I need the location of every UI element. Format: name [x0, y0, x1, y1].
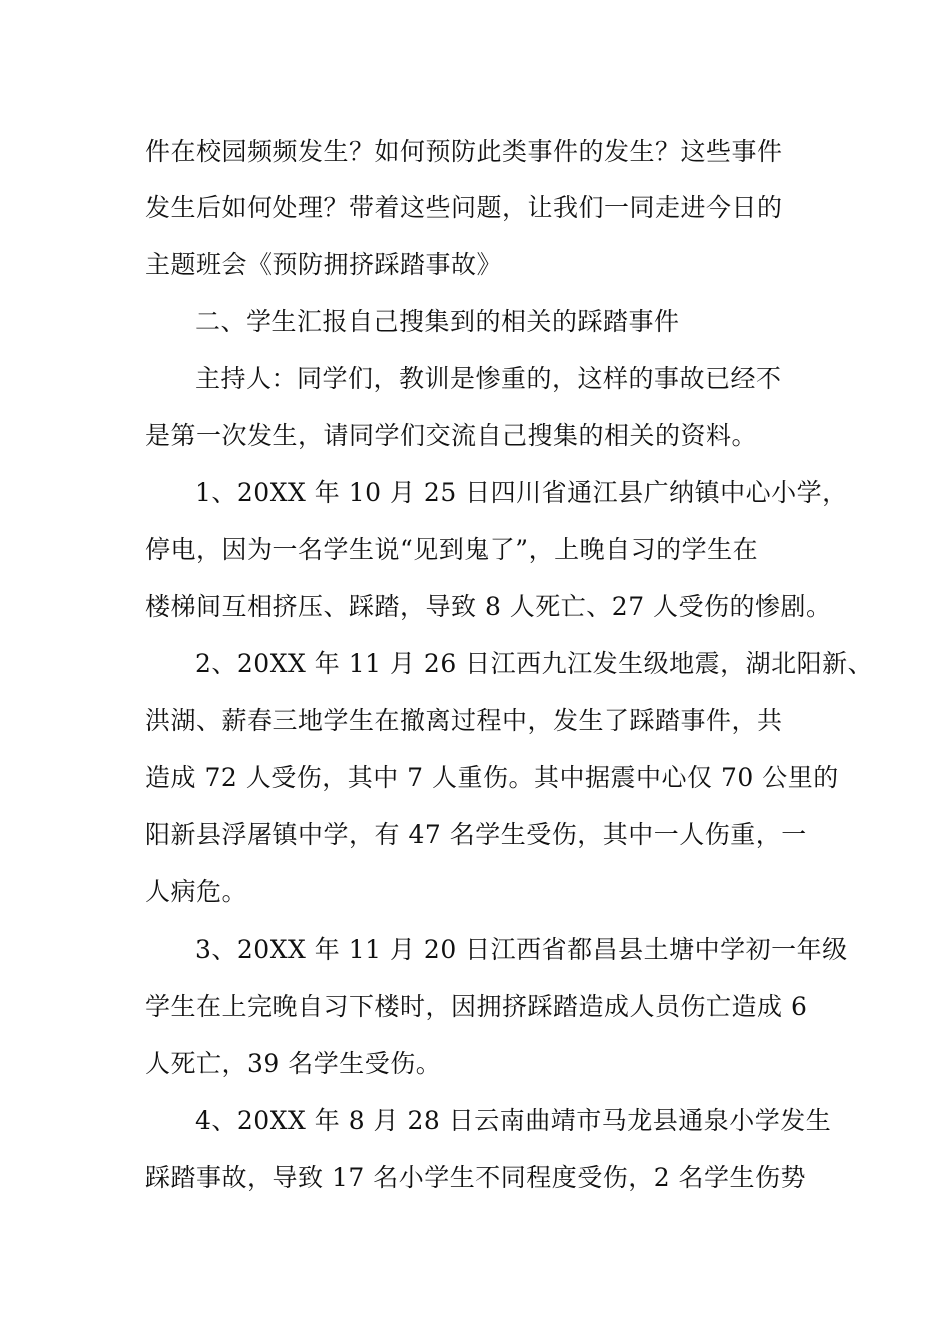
text-line: 停电，因为一名学生说“见到鬼了”，上晚自习的学生在 [145, 535, 759, 564]
text-line: 楼梯间互相挤压、踩踏，导致 8 人死亡、27 人受伤的惨剧。 [145, 592, 832, 621]
text-line: 造成 72 人受伤，其中 7 人重伤。其中据震中心仅 70 公里的 [145, 763, 839, 792]
text-line: 件在校园频频发生？如何预防此类事件的发生？这些事件 [145, 137, 783, 166]
text-line: 发生后如何处理？带着这些问题，让我们一同走进今日的 [145, 193, 783, 222]
text-line: 主题班会《预防拥挤踩踏事故》 [145, 250, 503, 279]
section-heading: 二、学生汇报自己搜集到的相关的踩踏事件 [195, 307, 680, 336]
text-line: 人病危。 [145, 877, 248, 906]
text-line: 是第一次发生，请同学们交流自己搜集的相关的资料。 [145, 421, 758, 450]
text-line: 踩踏事故，导致 17 名小学生不同程度受伤，2 名学生伤势 [145, 1163, 807, 1192]
text-line: 学生在上完晚自习下楼时，因拥挤踩踏造成人员伤亡造成 6 [145, 992, 808, 1021]
list-item-3: 3、20XX 年 11 月 20 日江西省都昌县土塘中学初一年级 [195, 935, 848, 964]
text-line: 人死亡，39 名学生受伤。 [145, 1049, 442, 1078]
text-line: 洪湖、薪春三地学生在撤离过程中，发生了踩踏事件，共 [145, 706, 783, 735]
text-line: 阳新县浮屠镇中学，有 47 名学生受伤，其中一人伤重，一 [145, 820, 807, 849]
text-line: 主持人：同学们，教训是惨重的，这样的事故已经不 [195, 364, 782, 393]
list-item-4: 4、20XX 年 8 月 28 日云南曲靖市马龙县通泉小学发生 [195, 1106, 832, 1135]
list-item-2: 2、20XX 年 11 月 26 日江西九江发生级地震，湖北阳新、 [195, 649, 874, 678]
list-item-1: 1、20XX 年 10 月 25 日四川省通江县广纳镇中心小学， [195, 478, 848, 507]
